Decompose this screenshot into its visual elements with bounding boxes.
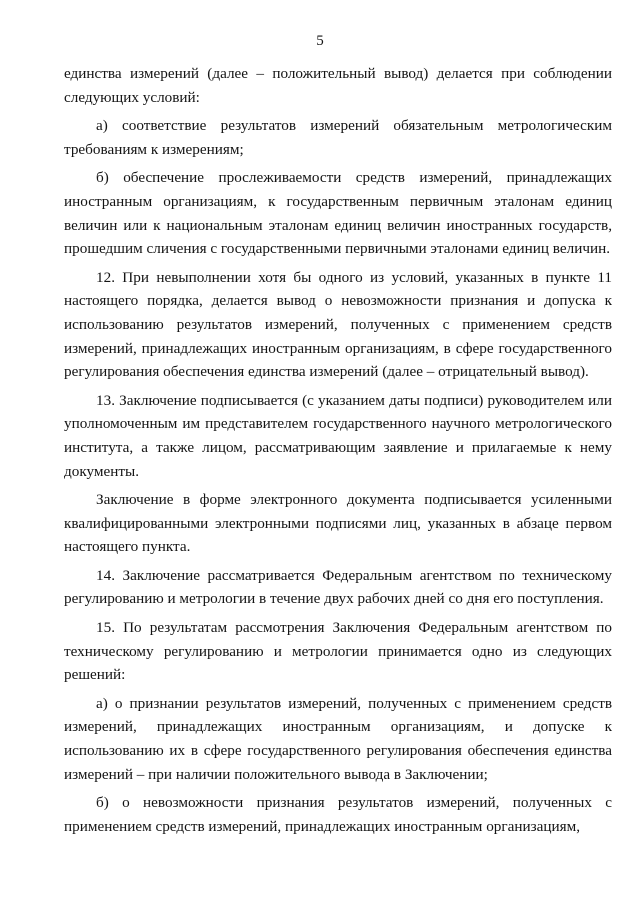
paragraph: 13. Заключение подписывается (с указанием даты подписи) руководителем или уполномоченным им представителем государственного научного метрологического института, а также лицом, рассматривающим заявление и прилагаемые к нему документы. bbox=[64, 391, 612, 480]
document-body bbox=[64, 62, 612, 843]
paragraph: 14. Заключение рассматривается Федеральным агентством по техническому регулированию и метрологии в течение двух рабочих дней со дня его поступления. bbox=[64, 566, 612, 608]
paragraph: единства измерений (далее – положительный вывод) делается при соблюдении следующих условий: bbox=[64, 65, 612, 106]
page-number: 5 bbox=[316, 33, 324, 49]
paragraph: 12. При невыполнении хотя бы одного из условий, указанных в пункте 11 настоящего порядка, делается вывод о невозможности признания и допуска к использованию результатов измерений, полученных с применением средств измерений, принадлежащих иностранным организациям, в сфере государственного регулирования обеспечения единства измерений (далее – отрицательный вывод). bbox=[64, 268, 612, 381]
paragraph: 15. По результатам рассмотрения Заключения Федеральным агентством по техническому регулированию и метрологии принимается одно из следующих решений: bbox=[64, 619, 612, 684]
paragraph: а) соответствие результатов измерений обязательным метрологическим требованиям к измерениям; bbox=[64, 117, 612, 158]
paragraph: б) о невозможности признания результатов измерений, полученных с применением средств измерений, принадлежащих иностранным организациям, bbox=[64, 794, 612, 835]
paragraph: а) о признании результатов измерений, полученных с применением средств измерений, принадлежащих иностранным организациям, и допуске к использованию их в сфере государственного регулирования обеспечения единства измерений – при наличии положительного вывода в Заключении; bbox=[64, 694, 612, 783]
paragraph: б) обеспечение прослеживаемости средств измерений, принадлежащих иностранным организациям, к государственным первичным эталонам единиц величин или к национальным эталонам единиц величин иностранных государств, прошедшим сличения с государственными первичными эталонами единиц величин. bbox=[64, 169, 612, 258]
paragraph: Заключение в форме электронного документа подписывается усиленными квалифицированными электронными подписями лиц, указанных в абзаце первом настоящего пункта. bbox=[64, 491, 612, 556]
